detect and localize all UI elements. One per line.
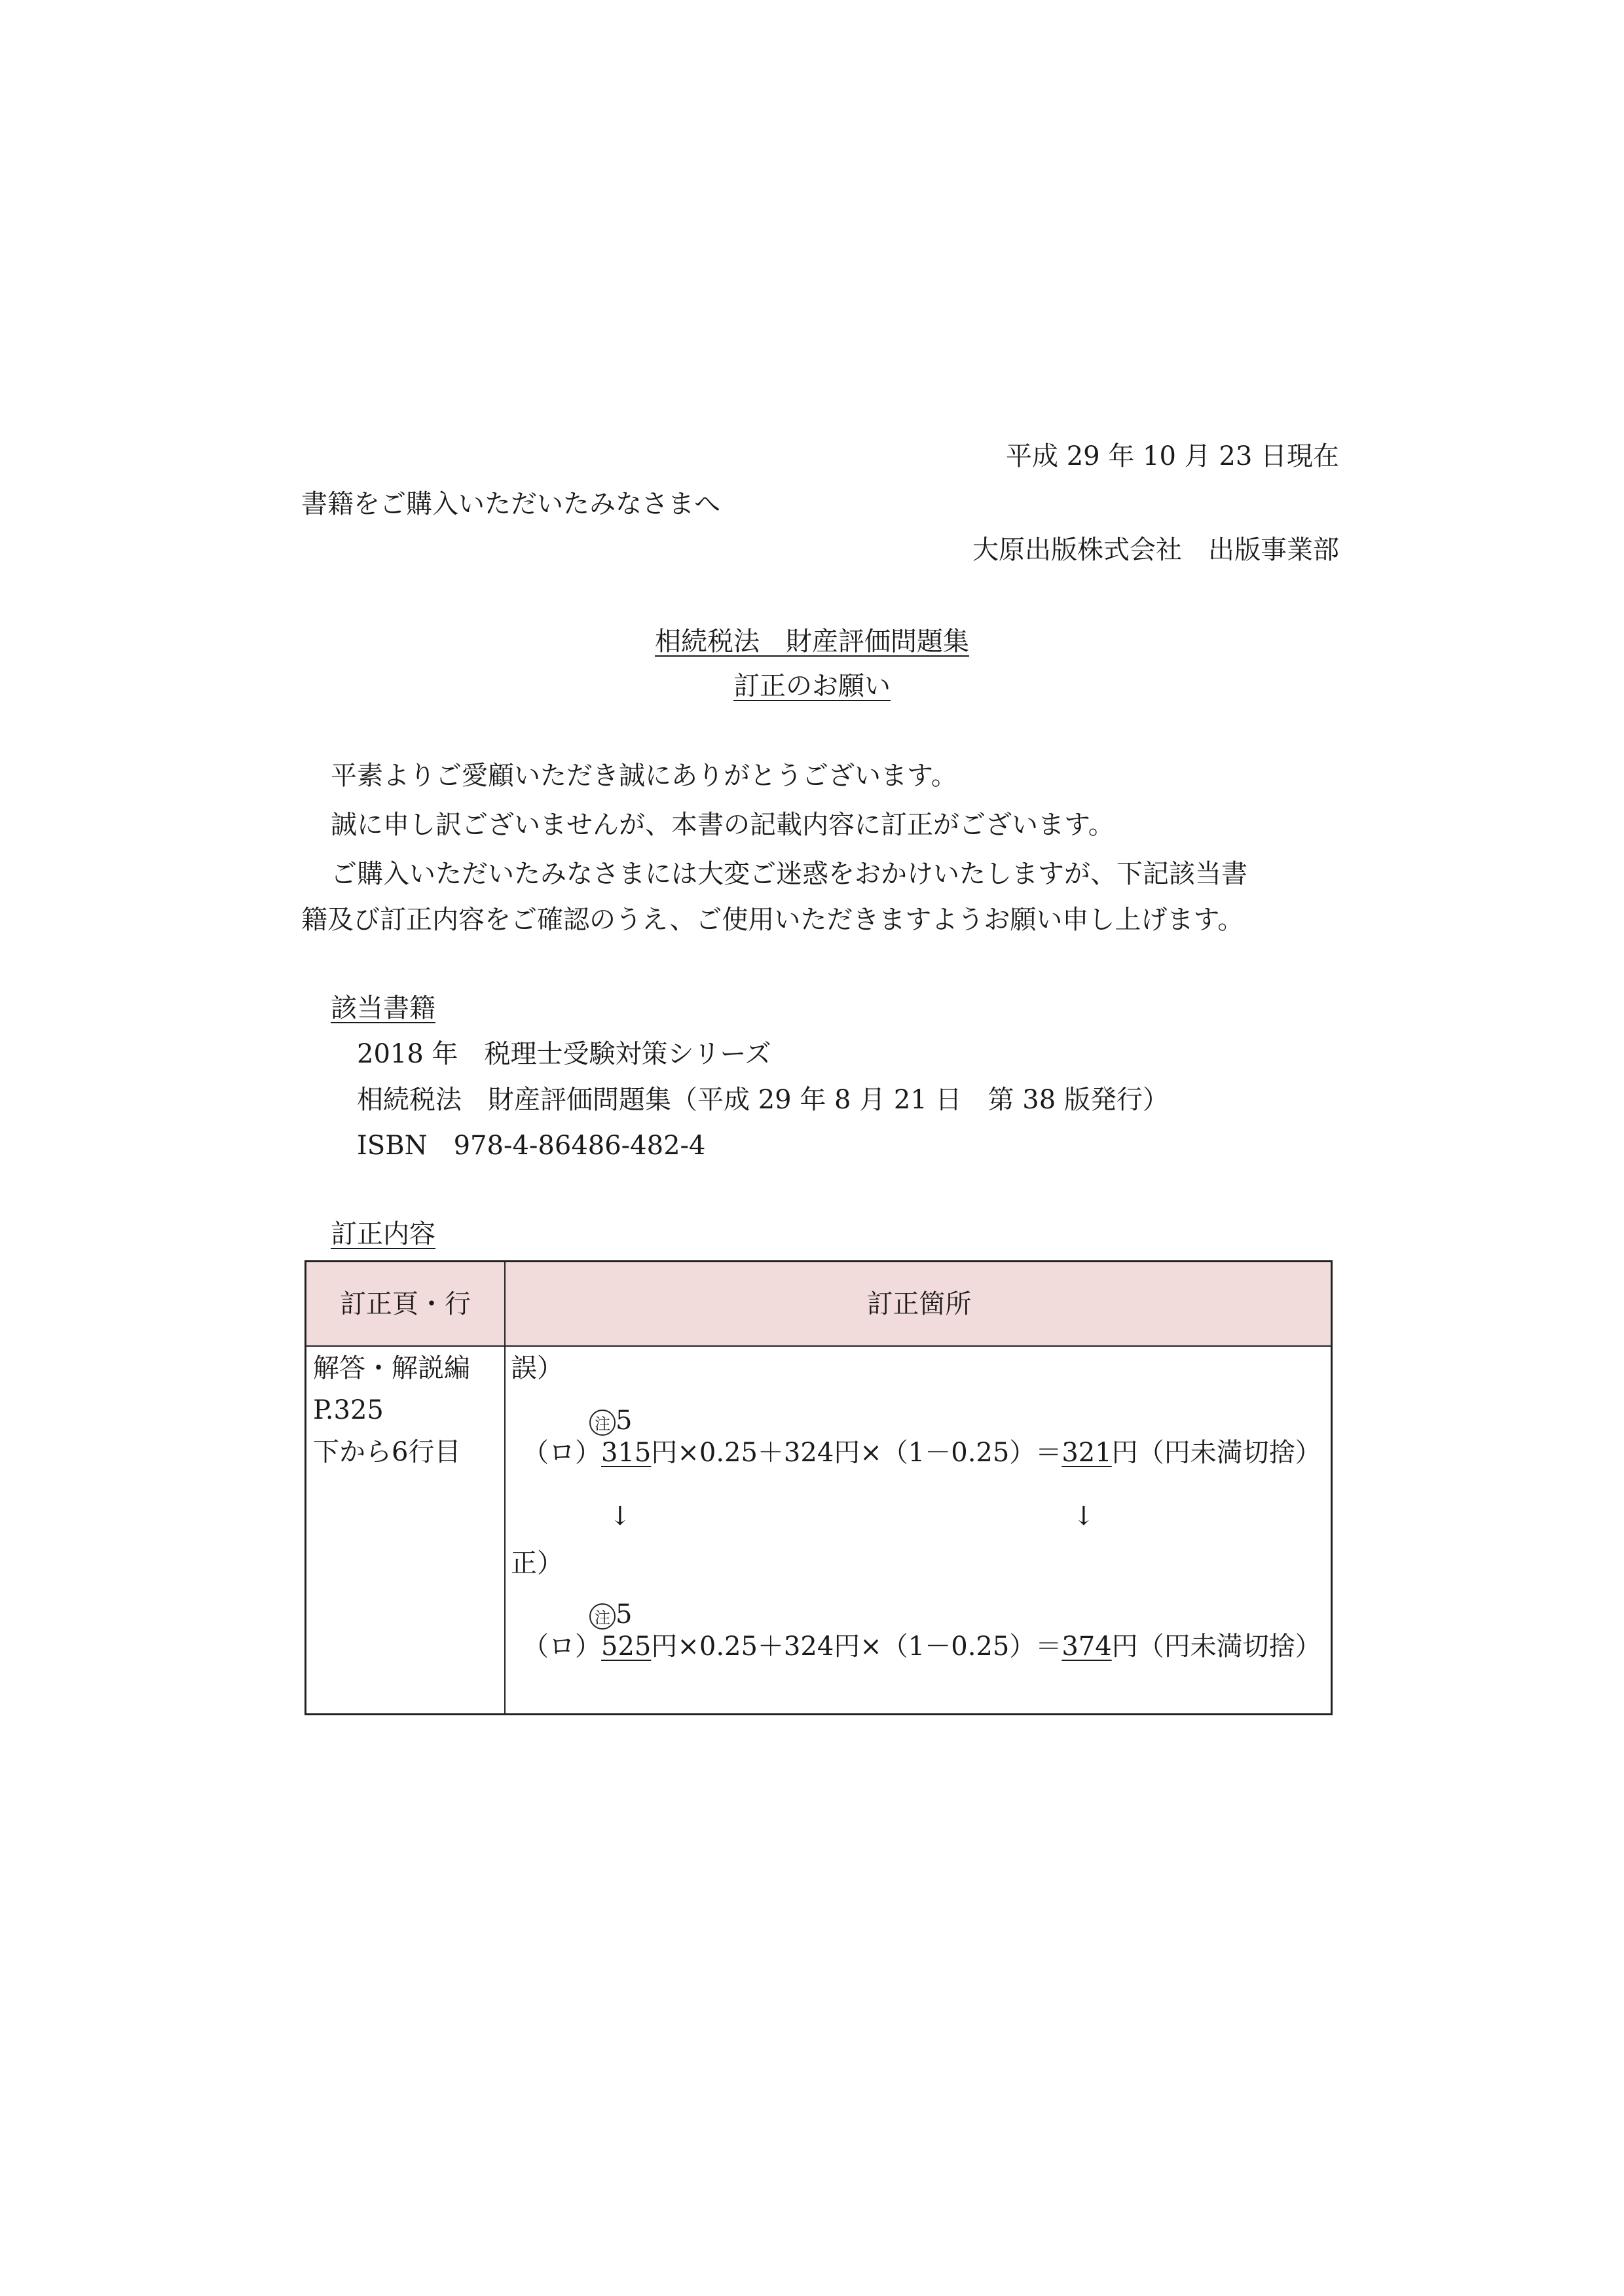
document-subtitle: 訂正のお願い xyxy=(733,671,891,701)
location-line-1: 解答・解説編 xyxy=(313,1353,470,1383)
location-line-3: 下から6行目 xyxy=(313,1437,461,1467)
document-title: 相続税法 財産評価問題集 xyxy=(655,627,969,657)
note-number: 5 xyxy=(616,1406,633,1436)
location-line-2: P.325 xyxy=(313,1395,384,1425)
body-paragraph-2: 誠に申し訳ございませんが、本書の記載内容に訂正がございます。 xyxy=(331,810,1115,840)
body-paragraph-3b: 籍及び訂正内容をご確認のうえ、ご使用いただきますようお願い申し上げます。 xyxy=(301,905,1244,935)
note-number: 5 xyxy=(616,1599,633,1630)
header-detail: 訂正箇所 xyxy=(866,1289,972,1319)
right-prefix: （ロ） xyxy=(523,1631,601,1662)
document-date: 平成 29 年 10 月 23 日現在 xyxy=(1006,441,1339,471)
wrong-value-1: 315 xyxy=(601,1438,652,1468)
right-value-1: 525 xyxy=(601,1631,652,1662)
book-isbn: ISBN 978-4-86486-482-4 xyxy=(357,1131,706,1161)
book-heading: 該当書籍 xyxy=(331,993,435,1023)
publisher-line: 大原出版株式会社 出版事業部 xyxy=(972,535,1339,565)
recipient-line: 書籍をご購入いただいたみなさまへ xyxy=(301,489,720,519)
header-location: 訂正頁・行 xyxy=(340,1289,471,1319)
wrong-prefix: （ロ） xyxy=(523,1438,601,1468)
right-label: 正） xyxy=(511,1548,563,1578)
right-middle: 円×0.25＋324円×（1－0.25）＝ xyxy=(651,1631,1062,1662)
column-divider xyxy=(504,1262,506,1713)
note-mark-icon: 注 xyxy=(589,1603,616,1630)
wrong-formula xyxy=(523,1440,1321,1466)
wrong-middle: 円×0.25＋324円×（1－0.25）＝ xyxy=(651,1438,1062,1468)
wrong-note xyxy=(589,1408,632,1436)
arrow-down-icon-left: ↓ xyxy=(609,1501,631,1531)
book-title-edition: 相続税法 財産評価問題集（平成 29 年 8 月 21 日 第 38 版発行） xyxy=(357,1085,1169,1115)
wrong-value-2: 321 xyxy=(1061,1438,1112,1468)
right-suffix: 円（円未満切捨） xyxy=(1111,1631,1321,1662)
right-note xyxy=(589,1601,632,1630)
arrow-down-icon-right: ↓ xyxy=(1073,1501,1095,1531)
right-value-2: 374 xyxy=(1061,1631,1112,1662)
table-header-row xyxy=(306,1262,1331,1347)
corrections-heading: 訂正内容 xyxy=(331,1219,435,1249)
corrections-table xyxy=(304,1260,1333,1715)
body-paragraph-3a: ご購入いただいたみなさまには大変ご迷惑をおかけいたしますが、下記該当書 xyxy=(331,859,1247,889)
wrong-label: 誤） xyxy=(511,1353,563,1383)
right-formula xyxy=(523,1633,1321,1660)
wrong-suffix: 円（円未満切捨） xyxy=(1111,1438,1321,1468)
body-paragraph-1: 平素よりご愛顧いただき誠にありがとうございます。 xyxy=(331,761,957,791)
book-series: 2018 年 税理士受験対策シリーズ xyxy=(357,1039,771,1069)
note-mark-icon: 注 xyxy=(589,1410,616,1436)
